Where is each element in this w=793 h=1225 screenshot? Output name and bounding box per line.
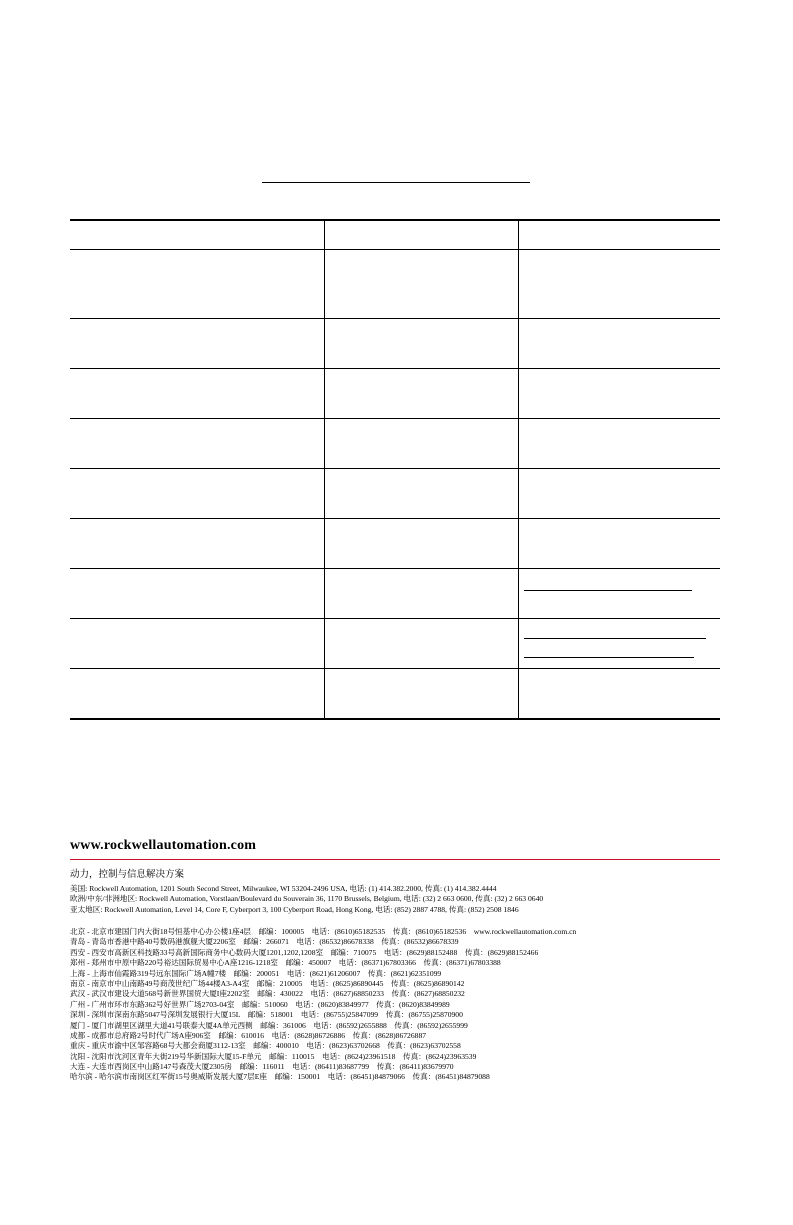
office-line: 青岛 - 青岛市香港中路40号数码港旗舰大厦2206室 邮编：266071 电话：(86532)86678338 传真：(86532)86678339 <box>70 937 459 947</box>
office-line: 重庆 - 重庆市渝中区邹容路68号大都会商厦3112-13室 邮编：400010 电话：(8623)63702668 传真：(8623)63702558 <box>70 1041 461 1051</box>
office-line: 大连 - 大连市西岗区中山路147号森茂大厦2305房 邮编：116011 电话：(86411)83687799 传真：(86411)83679970 <box>70 1062 454 1072</box>
office-line: 南京 - 南京市中山南路49号商茂世纪广场44楼A3-A4室 邮编：210005 电话：(8625)86890445 传真：(8625)86890142 <box>70 978 465 988</box>
table-column-divider <box>518 220 519 719</box>
office-line: 厦门 - 厦门市湖里区湖里大道41号联泰大厦4A单元西侧 邮编：361006 电话：(86592)2655888 传真：(86592)2655999 <box>70 1020 468 1030</box>
table-cell-link[interactable] <box>524 590 692 591</box>
table-row-rule <box>70 568 720 569</box>
table-top-rule <box>70 219 720 221</box>
office-line: 北京 - 北京市建国门内大街18号恒基中心办公楼1座4层 邮编：100005 电话：(8610)65182535 传真：(8610)65182536 www.rockwellautomation.com.cn <box>70 927 577 936</box>
header-link-underline[interactable] <box>262 182 530 183</box>
china-offices <box>70 927 576 1083</box>
office-line: 哈尔滨 - 哈尔滨市南岗区红军街15号奥威斯发展大厦7层E座 邮编：150001 电话：(86451)84879066 传真：(86451)84879088 <box>70 1072 490 1082</box>
table-row-rule <box>70 318 720 319</box>
footer-tagline: 动力，控制与信息解决方案 <box>70 870 185 880</box>
table-bottom-rule <box>70 718 720 720</box>
table-row-rule <box>70 518 720 519</box>
footer-website[interactable]: www.rockwellautomation.com <box>70 838 257 853</box>
table-row-rule <box>70 418 720 419</box>
table-row-rule <box>70 368 720 369</box>
table-cell-link[interactable] <box>524 657 694 658</box>
table-row-rule <box>70 468 720 469</box>
office-line: 广州 - 广州市环市东路362号好世界广场2703-04室 邮编：510060 电话：(8620)83849977 传真：(8620)83849989 <box>70 999 450 1009</box>
regional-offices <box>70 884 543 915</box>
table-column-divider <box>324 220 325 719</box>
footer-divider <box>70 859 720 860</box>
table-row-rule <box>70 668 720 669</box>
office-line: 西安 - 西安市高新区科技路33号高新国际商务中心数码大厦1201,1202,1208室 邮编：710075 电话：(8629)88152488 传真：(8629)88152466 <box>70 947 539 957</box>
table-row-rule <box>70 618 720 619</box>
office-line: 深圳 - 深圳市深南东路5047号深圳发展银行大厦15L 邮编：518001 电话：(86755)25847099 传真：(86755)25870900 <box>70 1010 463 1020</box>
office-line: 沈阳 - 沈阳市沈河区青年大街219号华新国际大厦15-F单元 邮编：110015 电话：(8624)23961518 传真：(8624)23963539 <box>70 1051 477 1061</box>
office-line: 美国: Rockwell Automation, 1201 South Second Street, Milwaukee, WI 53204-2496 USA, 电话: (1) 414.382.2000, 传真: (1) 414.382.4444 <box>70 884 497 893</box>
table-cell-link[interactable] <box>524 638 706 639</box>
office-line: 郑州 - 郑州市中原中路220号裕达国际贸易中心A座1216-1218室 邮编：450007 电话：(86371)67803366 传真：(86371)67803388 <box>70 958 501 968</box>
office-line: 欧洲/中东/非洲地区: Rockwell Automation, Vorstlaan/Boulevard du Souverain 36, 1170 Brussels, Belgium, 电话: (32) 2 663 0600, 传真: (32) 2 663 0640 <box>70 894 544 904</box>
office-line: 亚太地区: Rockwell Automation, Level 14, Core F, Cyberport 3, 100 Cyberport Road, Hong Kong, 电话: (852) 2887 4788, 传真: (852) 2508 1846 <box>70 904 519 914</box>
office-line: 上海 - 上海市仙霞路319号远东国际广场A幢7楼 邮编：200051 电话：(8621)61206007 传真：(8621)62351099 <box>70 968 442 978</box>
office-line: 武汉 - 武汉市建设大道568号新世界国贸大厦I座2202室 邮编：430022 电话：(8627)68850233 传真：(8627)68850232 <box>70 989 465 999</box>
table-header-rule <box>70 249 720 250</box>
office-line: 成都 - 成都市总府路2号时代广场A座906室 邮编：610016 电话：(8628)86726886 传真：(8628)86726887 <box>70 1030 427 1040</box>
